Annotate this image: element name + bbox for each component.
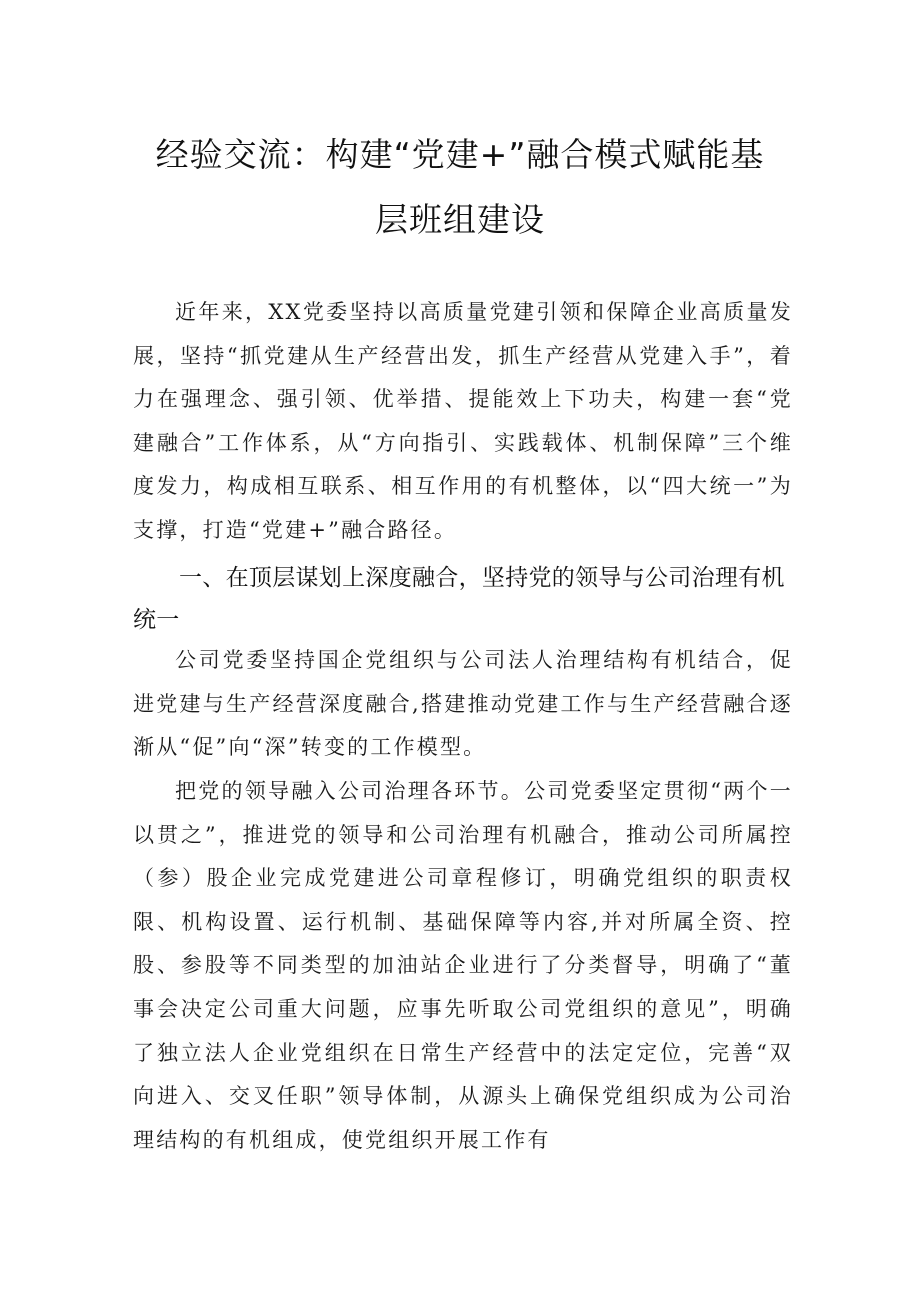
- document-title-line-1: 经验交流：构建“党建+”融合模式赋能基: [155, 135, 765, 174]
- section-heading-1: 一、在顶层谋划上深度融合，坚持党的领导与公司治理有机统一: [133, 565, 785, 633]
- paragraph-intro: 近年来，XX党委坚持以高质量党建引领和保障企业高质量发展，坚持“抓党建从生产经营出发，抓生产经营从党建入手”，着力在强理念、强引领、优举措、提能效上下功夫，构建一套“党建融合”工作体系，从“方向指引、实践载体、机制保障”三个维度发力，构成相互联系、相互作用的有机整体，以“四大统一”为支撑，打造“党建+”融合路径。: [133, 300, 793, 542]
- paragraph-section-1-summary: 公司党委坚持国企党组织与公司法人治理结构有机结合，促进党建与生产经营深度融合,搭建推动党建工作与生产经营融合逐渐从“促”向“深”转变的工作模型。: [133, 648, 793, 760]
- paragraph-section-1-detail: 把党的领导融入公司治理各环节。公司党委坚定贯彻“两个一以贯之”，推进党的领导和公司治理有机融合，推动公司所属控（参）股企业完成党建进公司章程修订，明确党组织的职责权限、机构设置、运行机制、基础保障等内容,并对所属全资、控股、参股等不同类型的加油站企业进行了分类督导，明确了“董事会决定公司重大问题，应事先听取公司党组织的意见”，明确了独立法人企业党组织在日常生产经营中的法定定位，完善“双向进入、交叉任职”领导体制，从源头上确保党组织成为公司治理结构的有机组成，使党组织开展工作有: [133, 779, 793, 1152]
- document-title-line-2: 层班组建设: [375, 200, 545, 239]
